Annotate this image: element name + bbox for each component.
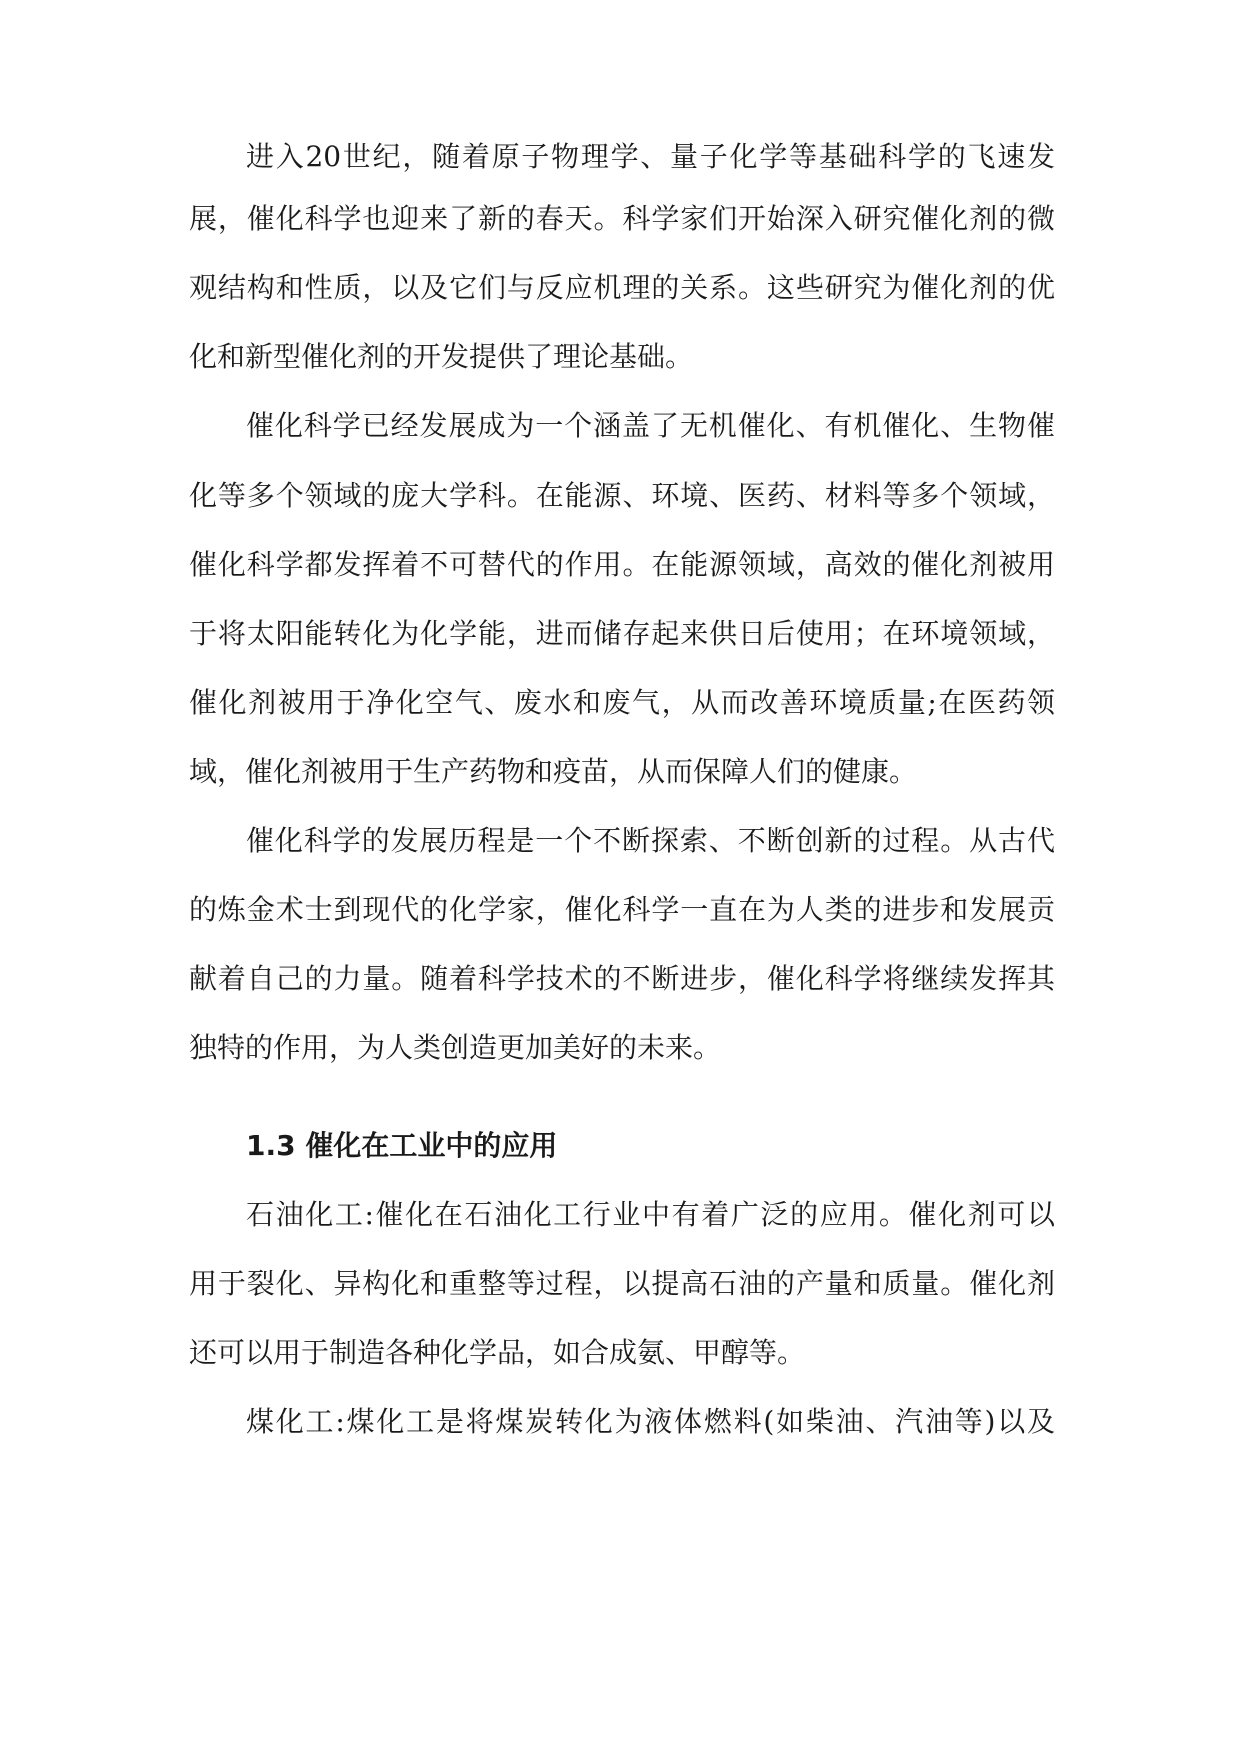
- paragraph-line: 观结构和性质，以及它们与反应机理的关系。这些研究为催化剂的优: [189, 271, 1055, 304]
- paragraph-line: 石油化工:催化在石油化工行业中有着广泛的应用。催化剂可以: [246, 1198, 1055, 1231]
- paragraph-line: 催化剂被用于净化空气、废水和废气，从而改善环境质量;在医药领: [189, 686, 1055, 719]
- paragraph-line: 展，催化科学也迎来了新的春天。科学家们开始深入研究催化剂的微: [189, 202, 1055, 235]
- paragraph-line: 催化科学已经发展成为一个涵盖了无机催化、有机催化、生物催: [246, 409, 1055, 442]
- paragraph-line: 催化科学的发展历程是一个不断探索、不断创新的过程。从古代: [246, 824, 1055, 857]
- section-heading: 1.3 催化在工业中的应用: [246, 1129, 558, 1162]
- paragraph-line: 用于裂化、异构化和重整等过程，以提高石油的产量和质量。催化剂: [189, 1267, 1055, 1300]
- paragraph-line: 煤化工:煤化工是将煤炭转化为液体燃料(如柴油、汽油等)以及: [246, 1405, 1055, 1438]
- paragraph-line: 催化科学都发挥着不可替代的作用。在能源领域，高效的催化剂被用: [189, 548, 1055, 581]
- paragraph-line: 进入20世纪，随着原子物理学、量子化学等基础科学的飞速发: [246, 140, 1055, 173]
- paragraph-line: 还可以用于制造各种化学品，如合成氨、甲醇等。: [189, 1336, 806, 1369]
- paragraph-line: 献着自己的力量。随着科学技术的不断进步，催化科学将继续发挥其: [189, 962, 1055, 995]
- paragraph-line: 的炼金术士到现代的化学家，催化科学一直在为人类的进步和发展贡: [189, 893, 1055, 926]
- paragraph-line: 域，催化剂被用于生产药物和疫苗，从而保障人们的健康。: [189, 755, 918, 788]
- paragraph-line: 独特的作用，为人类创造更加美好的未来。: [189, 1031, 722, 1064]
- paragraph-line: 化等多个领域的庞大学科。在能源、环境、医药、材料等多个领域，: [189, 479, 1055, 512]
- paragraph-line: 化和新型催化剂的开发提供了理论基础。: [189, 340, 694, 373]
- paragraph-line: 于将太阳能转化为化学能，进而储存起来供日后使用；在环境领域，: [189, 617, 1055, 650]
